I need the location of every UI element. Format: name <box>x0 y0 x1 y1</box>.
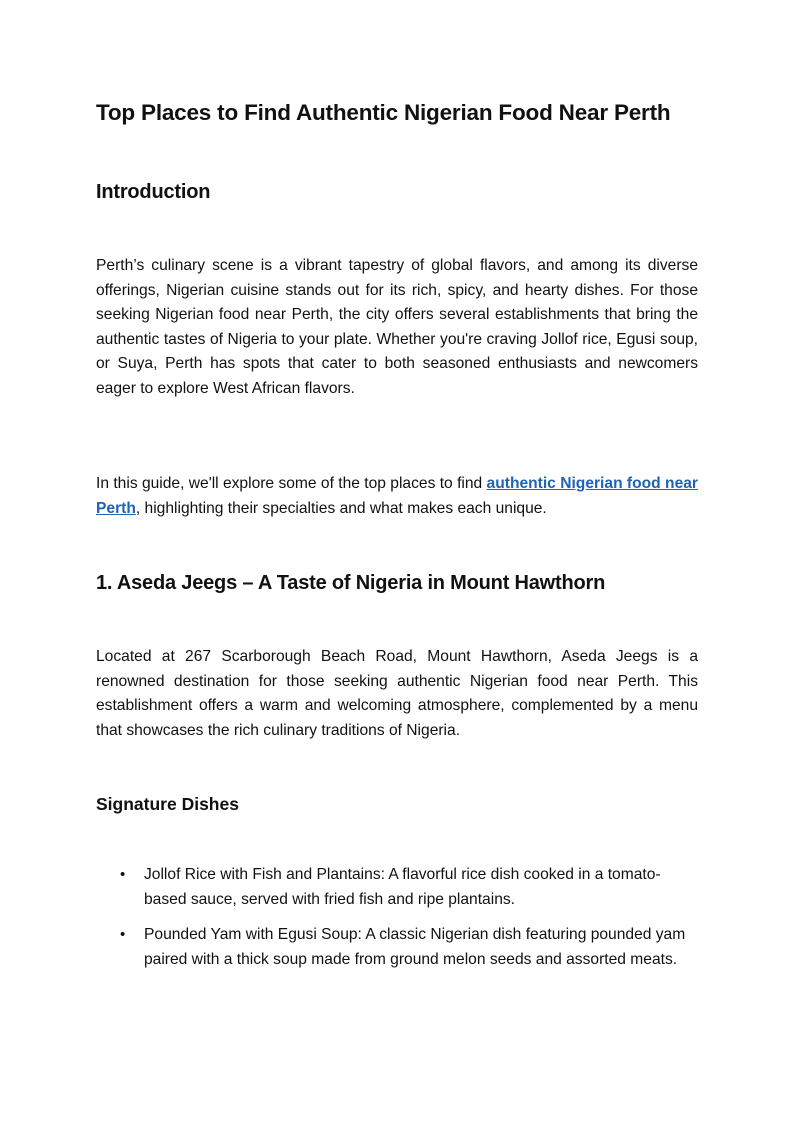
guide-text-after: , highlighting their specialties and what makes each unique. <box>135 499 547 517</box>
aseda-jeegs-heading: 1. Aseda Jeegs – A Taste of Nigeria in Mount Hawthorn <box>96 572 606 594</box>
guide-text-before: In this guide, we'll explore some of the top places to find <box>96 475 487 492</box>
signature-dishes-list <box>96 863 698 983</box>
guide-paragraph <box>96 472 698 521</box>
aseda-jeegs-paragraph: Located at 267 Scarborough Beach Road, Mount Hawthorn, Aseda Jeegs is a renowned destination for those seeking authentic Nigerian food near Perth. This establishment offers a warm and welcoming atmosphere, complemented by a menu that showcases the rich culinary traditions of Nigeria. <box>96 648 698 739</box>
dish-text: Pounded Yam with Egusi Soup: A classic Nigerian dish featuring pounded yam paired with a thick soup made from ground melon seeds and assorted meats. <box>144 926 686 968</box>
dish-text: Jollof Rice with Fish and Plantains: A flavorful rice dish cooked in a tomato-based sauce, served with fried fish and ripe plantains. <box>144 866 661 908</box>
signature-dishes-heading: Signature Dishes <box>96 794 239 814</box>
bullet-icon: • <box>120 926 126 944</box>
introduction-heading: Introduction <box>96 181 211 203</box>
document-title: Top Places to Find Authentic Nigerian Food Near Perth <box>96 100 671 125</box>
introduction-paragraph: Perth’s culinary scene is a vibrant tapestry of global flavors, and among its diverse offerings, Nigerian cuisine stands out for its rich, spicy, and hearty dishes. For those seeking Nigerian food near Perth, the city offers several establishments that bring the authentic tastes of Nigeria to your plate. Whether you're craving Jollof rice, Egusi soup, or Suya, Perth has spots that cater to both seasoned enthusiasts and newcomers eager to explore West African flavors. <box>96 257 698 397</box>
authentic-nigerian-food-link[interactable]: authentic Nigerian food near Perth <box>96 475 698 517</box>
list-item <box>96 923 698 972</box>
bullet-icon: • <box>120 866 126 883</box>
list-item <box>96 863 698 912</box>
